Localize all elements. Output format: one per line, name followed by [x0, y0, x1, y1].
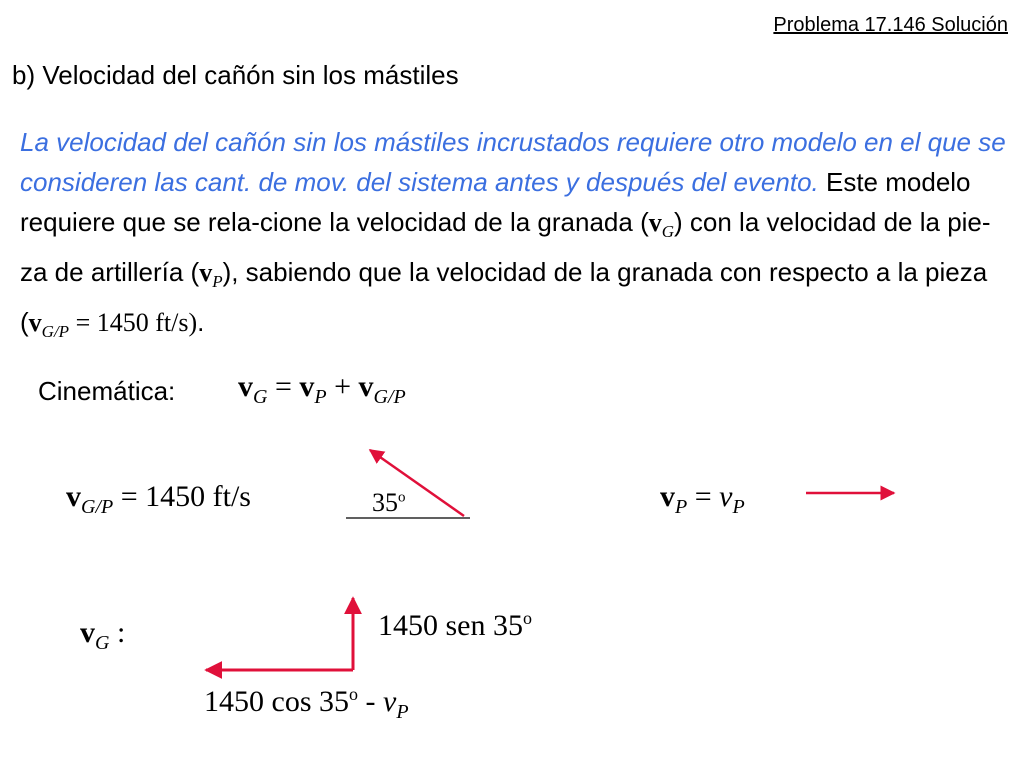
slide-title: Problema 17.146 Solución	[773, 14, 1008, 36]
section-heading: b) Velocidad del cañón sin los mástiles	[12, 60, 459, 90]
vgp-given: $v_{G/P} = 1450$ ft/s)	[28, 308, 198, 342]
paragraph-end: .	[197, 307, 205, 338]
vgp-arrow	[370, 450, 464, 516]
angle-label: 35$^o$	[372, 488, 406, 517]
paragraph-text-2: ) con la velocidad de la pie-za de artillería (	[20, 207, 991, 288]
kinematics-label: Cinemática:	[38, 376, 176, 406]
paragraph-text-1: Este modelo requiere que se rela-cione la velocidad de la granada (	[20, 167, 971, 237]
vgp-label: $v_{G/P} = 1450$ ft/s	[66, 480, 251, 518]
kinematics-equation: $v_G = v_P + v_{G/P}$	[238, 370, 406, 408]
vp-symbol: $v_P$	[199, 258, 223, 292]
horizontal-component-label: 1450 $\cos 35^o - v_P$	[204, 684, 409, 723]
vg-symbol: $v_G$	[648, 208, 675, 242]
vertical-component-label: 1450 sen 35$^o$	[378, 608, 532, 642]
vp-label: $v_P = v_P$	[660, 480, 745, 518]
paragraph-text-3: ), sabiendo que la velocidad de la granada con respecto a la pieza (	[20, 257, 988, 338]
vg-label: $v_G$ :	[80, 616, 126, 654]
model-description: La velocidad del cañón sin los mástiles incrustados requiere otro modelo en el que se consideren las cant. de mov. del sistema antes y después del evento.	[20, 127, 1006, 197]
